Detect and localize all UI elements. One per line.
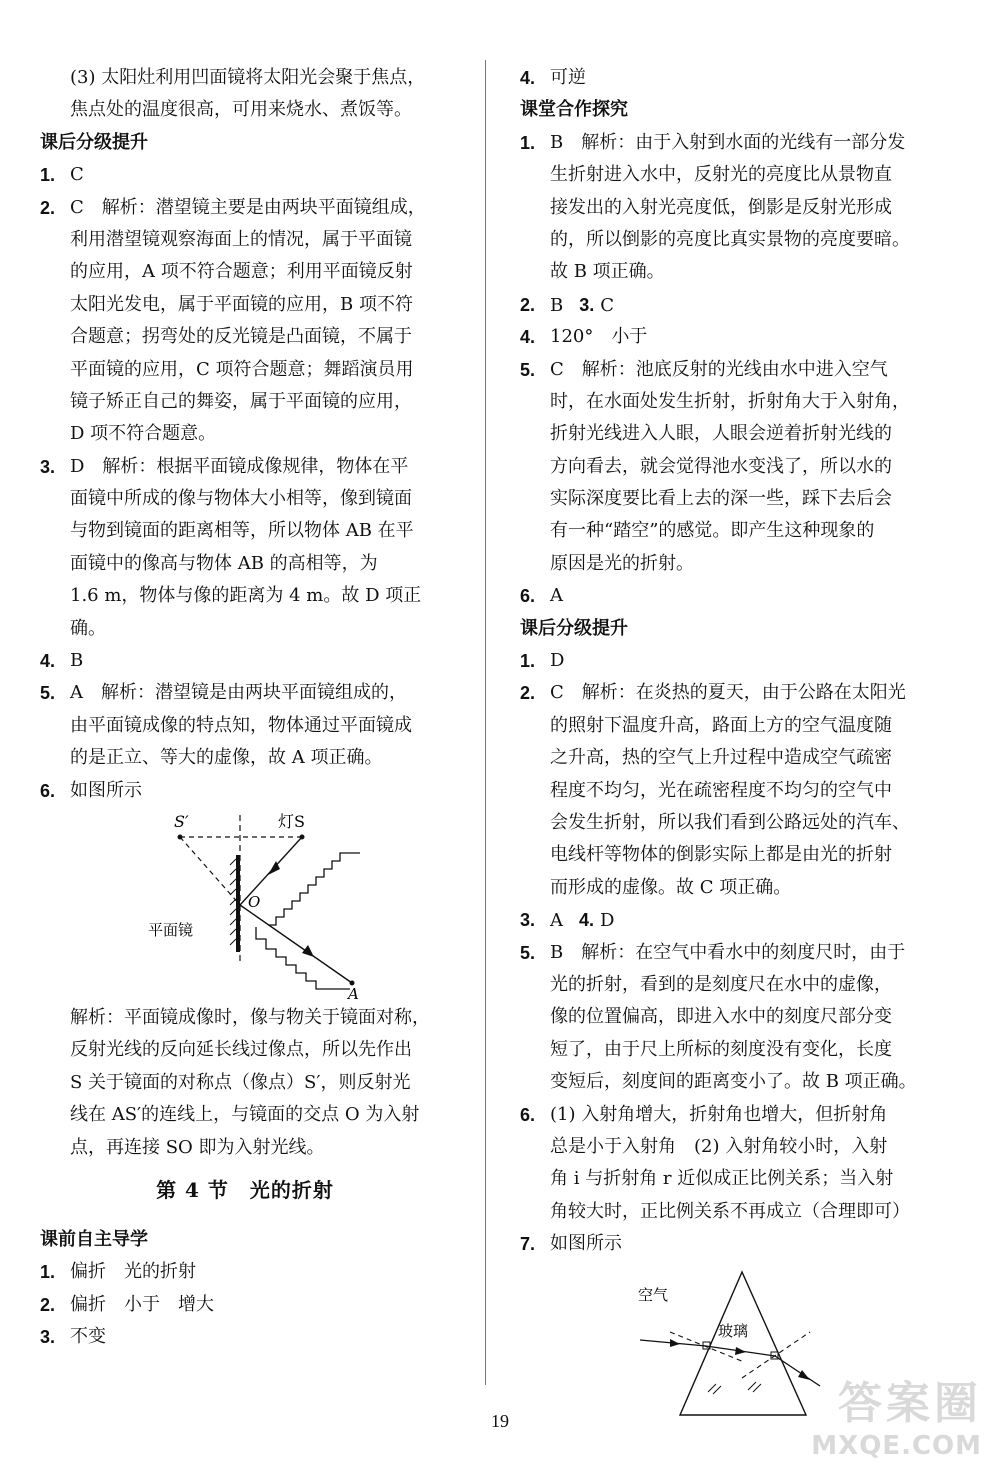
answer-text: 偏折 光的折射 <box>70 1261 196 1283</box>
s-prime-label: S′ <box>174 811 189 831</box>
item-number: 5. <box>40 683 56 704</box>
preview-item-3 <box>40 1321 450 1353</box>
item-number: 2. <box>520 294 536 315</box>
item-number: 4. <box>520 327 536 348</box>
class-item-6 <box>520 580 930 612</box>
answer-text: 面镜中的像高与物体 AB 的高相等，为 <box>70 552 378 574</box>
answer-text: 总是小于入射角 (2) 入射角较小时，入射 <box>550 1135 888 1157</box>
answer-text: C 解析：在炎热的夏天，由于公路在太阳光 <box>550 682 906 704</box>
after-item-5 <box>520 937 930 1099</box>
answer-text: 如图所示 <box>550 1233 622 1255</box>
item-number: 3. <box>40 456 56 477</box>
answer-text: 太阳光发电，属于平面镜的应用，B 项不符 <box>70 293 413 315</box>
item-number: 7. <box>520 1234 536 1255</box>
after-item-1 <box>520 645 930 677</box>
answer-text: 的是正立、等大的虚像，故 A 项正确。 <box>70 747 383 769</box>
answer-text: 由平面镜成像的特点知，物体通过平面镜成 <box>70 714 412 736</box>
answer-text: 合题意；拐弯处的反光镜是凸面镜，不属于 <box>70 326 412 348</box>
page-number: 19 <box>491 1411 509 1431</box>
answer-text: (1) 入射角增大，折射角也增大，但折射角 <box>550 1103 888 1125</box>
item-number: 6. <box>520 1104 536 1125</box>
o-label: O <box>248 892 261 911</box>
analysis-text: 点，再连接 SO 即为入射光线。 <box>70 1136 325 1158</box>
answer-text: 1.6 m，物体与像的距离为 4 m。故 D 项正 <box>70 585 422 607</box>
lamp-label: 灯S <box>278 811 305 831</box>
answer-text: C <box>600 294 615 316</box>
item-number: 3. <box>520 910 536 931</box>
answer-text: 利用潜望镜观察海面上的情况，属于平面镜 <box>70 228 412 250</box>
plane-mirror-diagram <box>40 807 450 1002</box>
class-item-1 <box>520 127 930 289</box>
answer-text: 变短后，刻度间的距离变小了。故 B 项正确。 <box>550 1071 917 1093</box>
air-label: 空气 <box>638 1286 669 1305</box>
item-number: 4. <box>579 910 595 931</box>
answer-text: 角 i 与折射角 r 近似成正比例关系；当入射 <box>550 1168 894 1190</box>
analysis-text: S 关于镜面的对称点（像点）S′，则反射光 <box>70 1071 411 1093</box>
column-divider <box>485 60 486 1385</box>
after-item-3-4 <box>520 904 930 936</box>
answer-text: A <box>550 585 563 607</box>
text-line: 焦点处的温度很高，可用来烧水、煮饭等。 <box>70 99 412 121</box>
preview-item-4 <box>520 62 930 94</box>
answer-text: 可逆 <box>550 67 586 88</box>
item-number: 3. <box>579 294 595 315</box>
answer-text: D 解析：根据平面镜成像规律，物体在平 <box>70 455 409 477</box>
class-item-2-3 <box>520 289 930 321</box>
answer-text: C <box>70 164 84 186</box>
left-column <box>40 62 450 1354</box>
item-number: 6. <box>40 780 56 801</box>
answer-text: 像的位置偏高，即进入水中的刻度尺部分变 <box>550 1006 892 1028</box>
after-item-6 <box>520 1099 930 1229</box>
answer-text: 会发生折射，所以我们看到公路远处的汽车、 <box>550 811 910 833</box>
answer-text: 的应用，A 项不符合题意；利用平面镜反射 <box>70 261 413 283</box>
answer-text: 如图所示 <box>70 779 142 801</box>
answer-text: 确。 <box>70 617 106 639</box>
answer-text: 短了，由于尺上所标的刻度没有变化，长度 <box>550 1038 892 1060</box>
mirror-label: 平面镜 <box>148 920 194 939</box>
right-column <box>520 62 930 1430</box>
analysis-text: 解析：平面镜成像时，像与物关于镜面对称， <box>70 1006 430 1028</box>
answer-text: 的，所以倒影的亮度比真实景物的亮度要暗。 <box>550 228 910 250</box>
answer-text: 与物到镜面的距离相等，所以物体 AB 在平 <box>70 520 414 542</box>
answer-text: C 解析：池底反射的光线由水中进入空气 <box>550 358 888 380</box>
glass-label: 玻璃 <box>718 1322 749 1341</box>
answer-text: B 解析：在空气中看水中的刻度尺时，由于 <box>550 941 906 963</box>
answer-text: 角较大时，正比例关系不再成立（合理即可） <box>550 1200 910 1222</box>
answer-text: 光的折射，看到的是刻度尺在水中的虚像， <box>550 973 892 995</box>
item-number: 4. <box>40 651 56 672</box>
answer-text: 面镜中所成的像与物体大小相等，像到镜面 <box>70 488 412 510</box>
answer-item-2 <box>40 192 450 451</box>
item-number: 2. <box>40 197 56 218</box>
item-number: 1. <box>40 165 56 186</box>
answer-text: B <box>550 294 564 316</box>
answer-text: 接发出的入射光亮度低，倒影是反射光形成 <box>550 196 892 218</box>
watermark-bottom: MXQE.COM <box>811 1431 982 1461</box>
preview-item-1 <box>40 1256 450 1288</box>
answer-item-3 <box>40 451 450 645</box>
item-number: 1. <box>520 132 536 153</box>
answer-text: 的照射下温度升高，路面上方的空气温度随 <box>550 714 892 736</box>
answer-text: 时，在水面处发生折射，折射角大于入射角， <box>550 390 910 412</box>
answer-text: 而形成的虚像。故 C 项正确。 <box>550 876 792 898</box>
section-title: 第 4 节 光的折射 <box>156 1177 334 1202</box>
section-heading: 课后分级提升 <box>40 131 148 153</box>
answer-text: 折射光线进入人眼，人眼会逆着折射光线的 <box>550 423 892 445</box>
answer-item-6 <box>40 775 450 807</box>
analysis-text: 线在 AS′的连线上，与镜面的交点 O 为入射 <box>70 1104 420 1126</box>
answer-item-1 <box>40 159 450 191</box>
analysis-text: 反射光线的反向延长线过像点，所以先作出 <box>70 1039 412 1061</box>
answer-text: B 解析：由于入射到水面的光线有一部分发 <box>550 131 906 153</box>
answer-text: 电线杆等物体的倒影实际上都是由光的折射 <box>550 844 892 866</box>
answer-text: 不变 <box>70 1326 106 1348</box>
item-number: 5. <box>520 942 536 963</box>
item-number: 3. <box>40 1327 56 1348</box>
answer-text: 平面镜的应用，C 项符合题意；舞蹈演员用 <box>70 358 414 380</box>
text-line: (3) 太阳灶利用凹面镜将太阳光会聚于焦点， <box>70 67 426 88</box>
answer-text: 120° 小于 <box>550 326 648 348</box>
answer-text: 之升高，热的空气上升过程中造成空气疏密 <box>550 747 892 769</box>
answer-text: A 解析：潜望镜是由两块平面镜组成的， <box>70 682 407 704</box>
answer-text: 实际深度要比看上去的深一些，踩下去后会 <box>550 488 892 510</box>
answer-text: D <box>550 650 565 672</box>
plane-mirror-figure <box>40 807 450 1002</box>
class-item-5 <box>520 354 930 581</box>
item-number: 2. <box>40 1294 56 1315</box>
section-heading: 课后分级提升 <box>520 617 628 639</box>
item-number: 5. <box>520 359 536 380</box>
figure-analysis <box>40 1002 450 1164</box>
answer-text: 偏折 小于 增大 <box>70 1293 214 1315</box>
answer-text: 原因是光的折射。 <box>550 552 694 574</box>
answer-text: 程度不均匀，光在疏密程度不均匀的空气中 <box>550 779 892 801</box>
section-heading: 课堂合作探究 <box>520 99 628 121</box>
watermark-top: 答案圈 <box>838 1378 982 1429</box>
after-item-2 <box>520 677 930 904</box>
item-number: 1. <box>40 1262 56 1283</box>
answer-text: B <box>70 650 84 672</box>
answer-item-5 <box>40 677 450 774</box>
answer-text: D <box>600 910 615 932</box>
answer-text: A <box>550 910 563 932</box>
answer-text: D 项不符合题意。 <box>70 423 217 445</box>
answer-text: 有一种“踏空”的感觉。即产生这种现象的 <box>550 520 875 542</box>
preview-item-2 <box>40 1289 450 1321</box>
after-item-7 <box>520 1228 930 1260</box>
answer-item-4 <box>40 645 450 677</box>
item-number: 2. <box>520 683 536 704</box>
answer-text: C 解析：潜望镜主要是由两块平面镜组成， <box>70 196 426 218</box>
section-heading: 课前自主导学 <box>40 1228 148 1250</box>
item-number: 6. <box>520 586 536 607</box>
item-number: 4. <box>520 68 536 88</box>
a-label: A <box>348 984 359 1002</box>
watermark-logo <box>811 1367 982 1461</box>
item-number: 1. <box>520 651 536 672</box>
answer-text: 故 B 项正确。 <box>550 261 665 283</box>
answer-text: 镜子矫正自己的舞姿，属于平面镜的应用， <box>70 390 412 412</box>
answer-text: 生折射进入水中，反射光的亮度比从景物直 <box>550 164 892 186</box>
class-item-4 <box>520 321 930 353</box>
answer-text: 方向看去，就会觉得池水变浅了，所以水的 <box>550 455 892 477</box>
